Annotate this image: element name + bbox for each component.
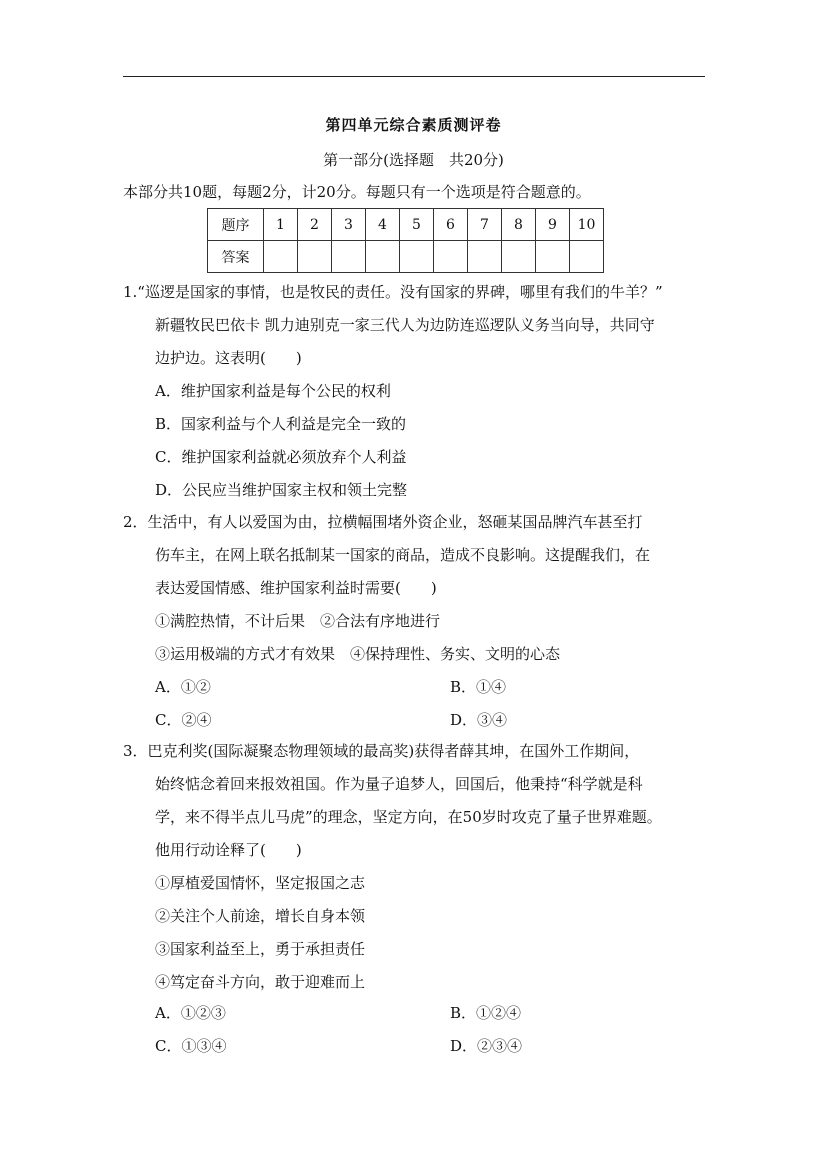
question-2-stem-line: 表达爱国情感、维护国家利益时需要( ) <box>155 579 437 597</box>
answer-table-number: 2 <box>298 209 332 241</box>
answer-cell-10[interactable] <box>570 241 604 273</box>
question-3-stem-line: 始终惦念着回来报效祖国。作为量子追梦人，回国后，他秉持“科学就是科 <box>155 775 643 793</box>
answer-table-answer-row <box>208 241 604 273</box>
question-2-stem-line: 伤车主，在网上联名抵制某一国家的商品，造成不良影响。这提醒我们，在 <box>155 546 651 564</box>
question-3-option-a: A．①②③ <box>155 1004 226 1022</box>
answer-table-number: 6 <box>434 209 468 241</box>
answer-table-number: 4 <box>366 209 400 241</box>
answer-cell-1[interactable] <box>264 241 298 273</box>
answer-table-number: 10 <box>570 209 604 241</box>
answer-cell-2[interactable] <box>298 241 332 273</box>
question-2-statement: ①满腔热情，不计后果 ②合法有序地进行 <box>155 612 441 630</box>
answer-table-number: 3 <box>332 209 366 241</box>
question-1-option-b: B．国家利益与个人利益是完全一致的 <box>155 415 407 433</box>
answer-table-number: 1 <box>264 209 298 241</box>
question-2-option-d: D．③④ <box>450 711 508 729</box>
question-3-option-c: C．①③④ <box>155 1037 227 1055</box>
question-3-statement: ③国家利益至上，勇于承担责任 <box>155 940 366 958</box>
header-rule <box>123 76 705 77</box>
question-1-stem-line: 1.“巡逻是国家的事情，也是牧民的责任。没有国家的界碑，哪里有我们的牛羊？” <box>123 283 663 301</box>
page-title: 第四单元综合素质测评卷 <box>325 116 502 134</box>
section-subtitle: 第一部分(选择题 共20分) <box>323 151 504 169</box>
question-3-stem-line: 学，来不得半点儿马虎”的理念，坚定方向，在50岁时攻克了量子世界难题。 <box>155 808 662 826</box>
question-1-option-d: D．公民应当维护国家主权和领土完整 <box>155 481 408 499</box>
question-2-statement: ③运用极端的方式才有效果 ④保持理性、务实、文明的心态 <box>155 645 561 663</box>
question-3-option-b: B．①②④ <box>450 1004 522 1022</box>
answer-table-number: 9 <box>536 209 570 241</box>
section-instructions: 本部分共10题，每题2分，计20分。每题只有一个选项是符合题意的。 <box>123 183 591 201</box>
answer-table-row-label: 答案 <box>208 241 264 273</box>
answer-table-number: 5 <box>400 209 434 241</box>
answer-table-number: 7 <box>468 209 502 241</box>
answer-cell-8[interactable] <box>502 241 536 273</box>
answer-table-number-row <box>208 209 604 241</box>
question-1-option-a: A．维护国家利益是每个公民的权利 <box>155 382 391 400</box>
answer-cell-6[interactable] <box>434 241 468 273</box>
question-3-statement: ①厚植爱国情怀，坚定报国之志 <box>155 874 366 892</box>
answer-cell-5[interactable] <box>400 241 434 273</box>
answer-table-row-label: 题序 <box>208 209 264 241</box>
question-2-option-c: C．②④ <box>155 711 212 729</box>
question-1-stem-line: 新疆牧民巴依卡 凯力迪别克一家三代人为边防连巡逻队义务当向导，共同守 <box>155 316 655 334</box>
question-3-stem-line: 3．巴克利奖(国际凝聚态物理领域的最高奖)获得者薛其坤，在国外工作期间， <box>123 742 640 760</box>
question-1-option-c: C．维护国家利益就必须放弃个人利益 <box>155 448 407 466</box>
question-3-statement: ②关注个人前途，增长自身本领 <box>155 907 366 925</box>
question-3-option-d: D．②③④ <box>450 1037 523 1055</box>
answer-cell-3[interactable] <box>332 241 366 273</box>
answer-cell-7[interactable] <box>468 241 502 273</box>
answer-table <box>207 208 604 273</box>
question-1-stem-line: 边护边。这表明( ) <box>155 349 302 367</box>
question-2-option-a: A．①② <box>155 678 211 696</box>
answer-table-number: 8 <box>502 209 536 241</box>
question-2-stem-line: 2．生活中，有人以爱国为由，拉横幅围堵外资企业，怒砸某国品牌汽车甚至打 <box>123 513 643 531</box>
question-3-statement: ④笃定奋斗方向，敢于迎难而上 <box>155 973 366 991</box>
question-2-option-b: B．①④ <box>450 678 507 696</box>
answer-cell-4[interactable] <box>366 241 400 273</box>
answer-cell-9[interactable] <box>536 241 570 273</box>
question-3-stem-line: 他用行动诠释了( ) <box>155 841 302 859</box>
